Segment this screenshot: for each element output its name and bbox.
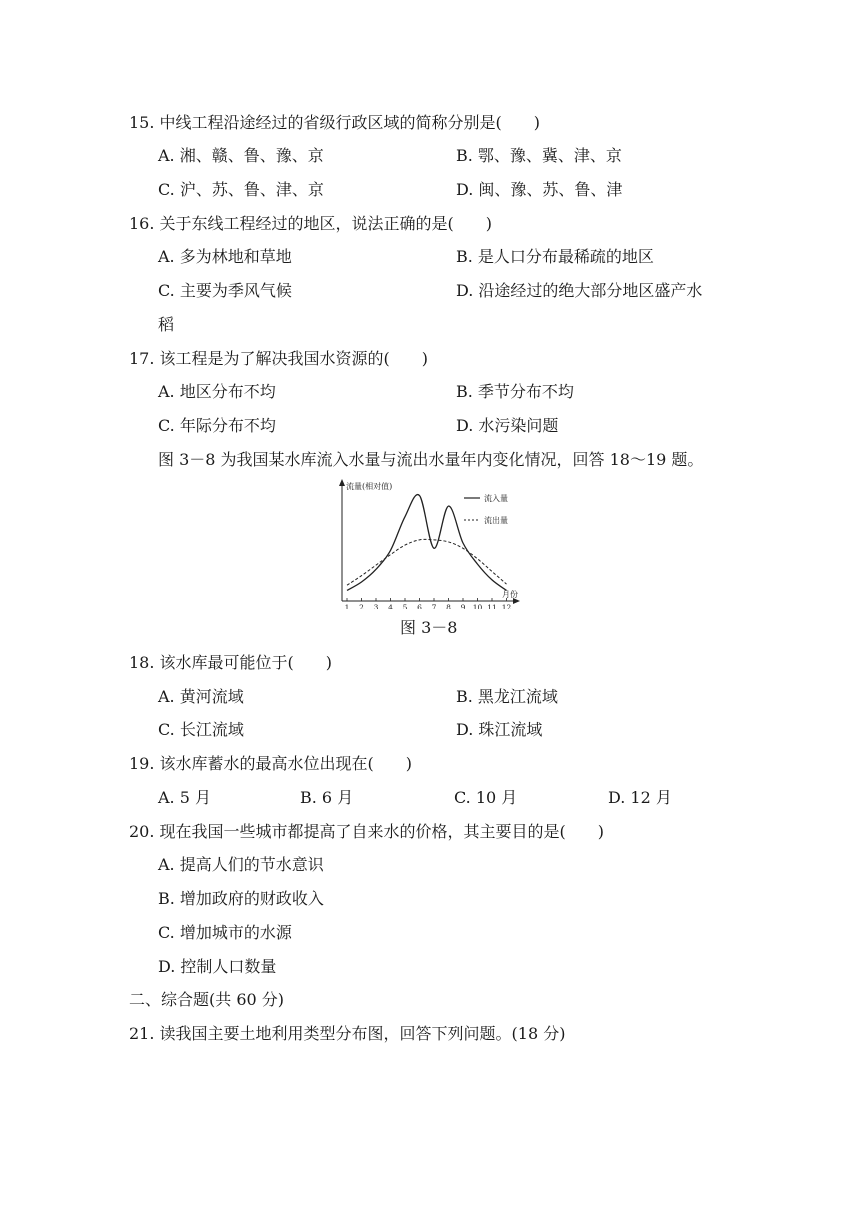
x-tick-label: 11 (487, 603, 497, 609)
x-tick-label: 1 (344, 603, 350, 609)
q16-option-c: C. 主要为季风气候 (158, 281, 292, 300)
x-tick-label: 5 (402, 603, 408, 609)
x-tick-label: 10 (472, 603, 483, 609)
x-tick-label: 4 (388, 603, 393, 609)
q16-option-d: D. 沿途经过的绝大部分地区盛产水 (456, 281, 703, 300)
section-2-heading: 二、综合题(共 60 分) (129, 990, 285, 1009)
x-axis-label: 月份 (502, 590, 518, 599)
x-tick-label: 9 (460, 603, 466, 609)
x-tick-label: 12 (501, 603, 512, 609)
question-19-stem: 19. 该水库蓄水的最高水位出现在( ) (129, 754, 413, 773)
legend-in-label: 流入量 (484, 494, 508, 503)
q20-option-c: C. 增加城市的水源 (158, 923, 292, 942)
x-tick-label: 3 (373, 603, 379, 609)
q19-option-a: A. 5 月 (158, 788, 211, 807)
series-inflow-line (347, 495, 507, 591)
q16-option-b: B. 是人口分布最稀疏的地区 (456, 247, 654, 266)
q18-option-d: D. 珠江流域 (456, 720, 543, 739)
q15-option-b: B. 鄂、豫、冀、津、京 (456, 146, 622, 165)
q15-option-a: A. 湘、赣、鲁、豫、京 (158, 146, 324, 165)
question-17-stem: 17. 该工程是为了解决我国水资源的( ) (129, 349, 429, 368)
y-axis-label: 流量(相对值) (346, 482, 393, 491)
q19-option-c: C. 10 月 (454, 788, 518, 807)
q16-option-a: A. 多为林地和草地 (158, 247, 292, 266)
reservoir-flow-chart (330, 477, 530, 609)
figure-caption: 图 3－8 (400, 618, 458, 637)
question-20-stem: 20. 现在我国一些城市都提高了自来水的价格，其主要目的是( ) (129, 822, 605, 841)
q20-option-b: B. 增加政府的财政收入 (158, 889, 324, 908)
q17-option-a: A. 地区分布不均 (158, 382, 276, 401)
x-tick-label: 6 (417, 603, 422, 609)
q15-option-d: D. 闽、豫、苏、鲁、津 (456, 180, 623, 199)
q15-option-c: C. 沪、苏、鲁、津、京 (158, 180, 324, 199)
q18-option-c: C. 长江流域 (158, 720, 244, 739)
x-tick-label: 7 (431, 603, 437, 609)
q17-option-c: C. 年际分布不均 (158, 416, 276, 435)
question-18-stem: 18. 该水库最可能位于( ) (129, 653, 333, 672)
question-16-stem: 16. 关于东线工程经过的地区，说法正确的是( ) (129, 214, 493, 233)
q17-option-d: D. 水污染问题 (456, 416, 559, 435)
y-axis-arrow (339, 479, 345, 486)
x-tick-label: 8 (446, 603, 451, 609)
question-15-stem: 15. 中线工程沿途经过的省级行政区域的简称分别是( ) (129, 113, 541, 132)
q18-option-b: B. 黑龙江流域 (456, 687, 558, 706)
series-outflow-line (347, 539, 507, 585)
legend-out-label: 流出量 (484, 516, 508, 525)
q16-option-d-continuation: 稻 (158, 315, 175, 334)
q20-option-a: A. 提高人们的节水意识 (158, 855, 324, 874)
q18-option-a: A. 黄河流域 (158, 687, 244, 706)
x-tick-label: 2 (359, 603, 364, 609)
q20-option-d: D. 控制人口数量 (158, 957, 277, 976)
q19-option-d: D. 12 月 (608, 788, 672, 807)
intro-18-19: 图 3－8 为我国某水库流入水量与流出水量年内变化情况，回答 18～19 题。 (158, 450, 704, 469)
q17-option-b: B. 季节分布不均 (456, 382, 574, 401)
q19-option-b: B. 6 月 (300, 788, 354, 807)
question-21-stem: 21. 读我国主要土地利用类型分布图，回答下列问题。(18 分) (129, 1024, 566, 1043)
